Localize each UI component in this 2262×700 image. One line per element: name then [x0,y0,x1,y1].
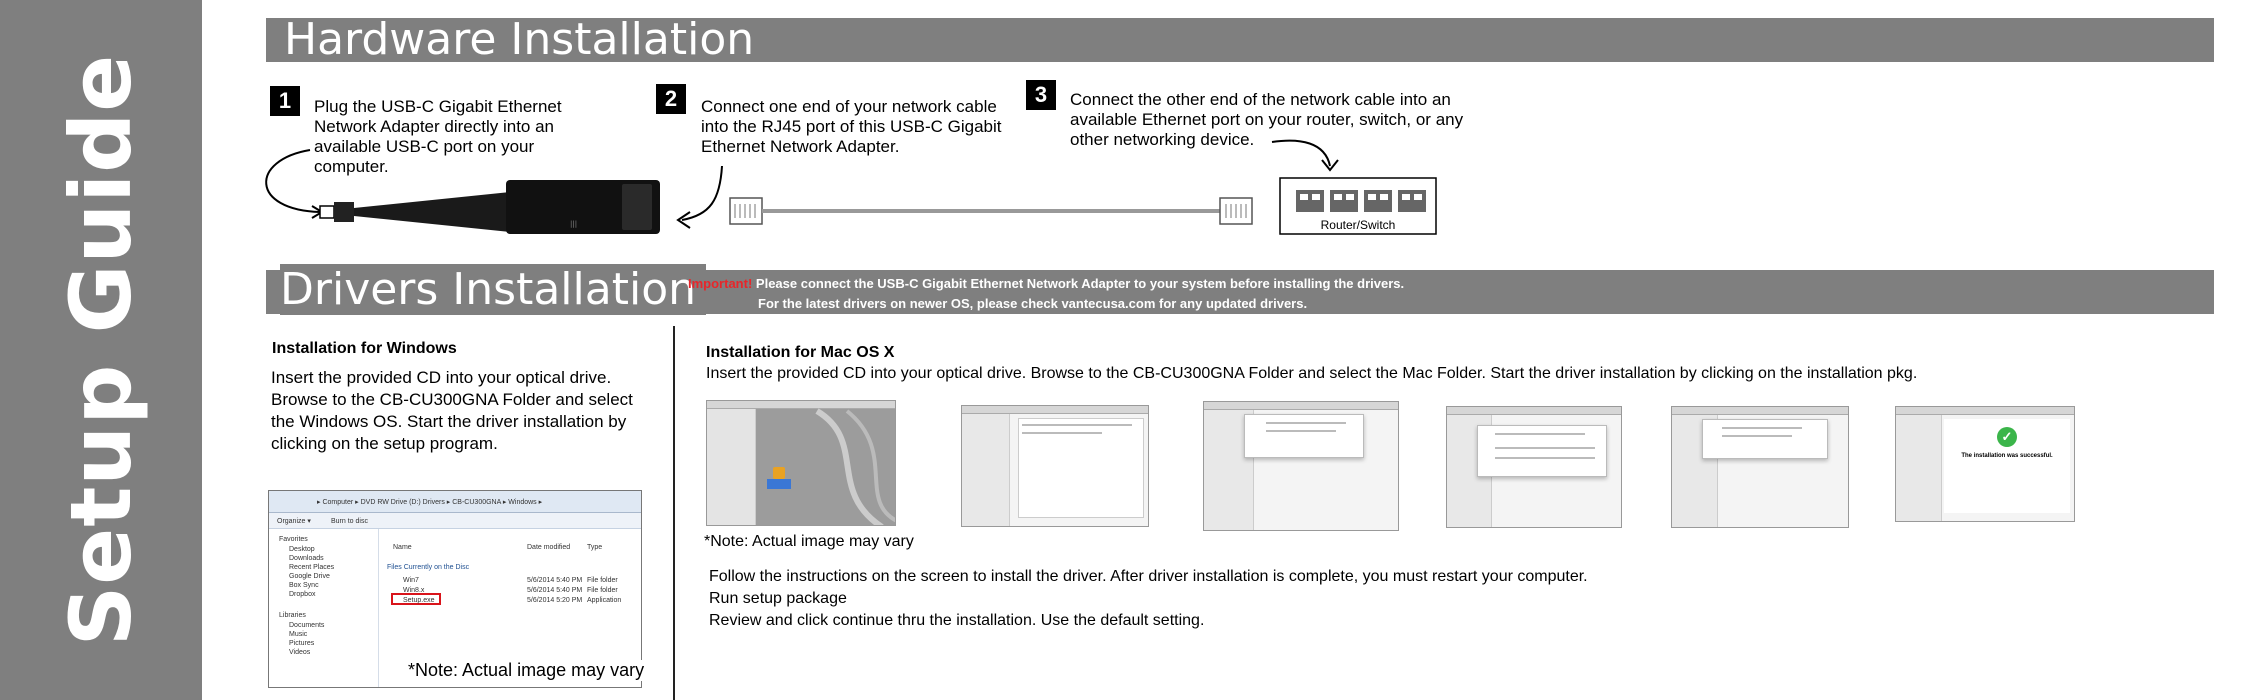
svg-text:|||: ||| [570,220,578,228]
file-row-name: Win8.x [403,587,425,594]
success-text: The installation was successful. [1961,453,2053,459]
arrow-to-rj45-icon [682,166,722,220]
success-check-icon: ✓ [1997,427,2017,447]
step-3-number: 3 [1026,80,1056,110]
important-label: Important! [688,276,753,291]
setup-guide-title: Setup Guide [52,53,150,647]
col-date: Date modified [527,544,571,551]
router-label: Router/Switch [1320,218,1396,232]
col-name: Name [393,544,412,551]
step-2-number: 2 [656,84,686,114]
mac-heading: Installation for Mac OS X [706,344,895,361]
windows-instructions: Insert the provided CD into your optical drive. Browse to the CB-CU300GNA Folder and select the Windows OS. Start the driver installation by clicking on the setup program. [271,368,633,453]
mac-instruction-1: Follow the instructions on the screen to install the driver. After driver installation is complete, you must restart your computer. [709,568,1588,585]
file-row-type: File folder [587,577,618,584]
step-2-text: Connect one end of your network cable into the RJ45 port of this USB-C Gigabit Ethernet Network Adapter. [701,97,1002,156]
mac-instruction-3: Review and click continue thru the installation. Use the default setting. [709,612,1205,629]
mac-note: *Note: Actual image may vary [704,533,914,550]
explorer-nav-pane: Favorites Desktop Downloads Recent Places Google Drive Box Sync Dropbox Libraries Documents Music Pictures Videos [269,529,379,687]
drivers-heading: Drivers Installation [280,264,706,315]
notice-line-2: For the latest drivers on newer OS, please check vantecusa.com for any updated drivers. [758,296,1308,311]
explorer-path: ▸ Computer ▸ DVD RW Drive (D:) Drivers ▸ CB-CU300GNA ▸ Windows ▸ [317,499,543,506]
file-row-date: 5/6/2014 5:40 PM [527,587,583,594]
sidebar [0,0,202,700]
windows-note: *Note: Actual image may vary [404,660,648,681]
hardware-heading: Hardware Installation [284,14,755,65]
step-3-text: Connect the other end of the network cable into an available Ethernet port on your router, switch, or any other networking device. [1070,90,1464,149]
mac-screenshot-5 [1671,406,1849,528]
col-type: Type [587,544,603,551]
windows-explorer-screenshot [268,490,642,688]
windows-heading: Installation for Windows [272,340,457,357]
mac-screenshot-3 [1203,401,1399,531]
arrow-to-router-icon [1272,141,1330,166]
explorer-toolbar-organize: Organize ▾ [277,518,311,525]
mac-screenshot-6 [1895,406,2075,522]
step-1-number: 1 [270,86,300,116]
mac-screenshot-4 [1446,406,1622,528]
column-divider [673,326,675,700]
file-group: Files Currently on the Disc [387,564,470,571]
hardware-illustration [250,120,1450,240]
file-row-name: Win7 [403,577,419,584]
notice-line-1: Please connect the USB-C Gigabit Ethernet Network Adapter to your system before installing the drivers. [755,276,1405,291]
file-row-type: Application [587,597,622,604]
mac-instruction-2: Run setup package [709,590,847,607]
arrow-to-usb-icon [266,150,320,212]
usb-c-plug [320,206,334,218]
drivers-notice [688,274,1404,314]
file-row-date: 5/6/2014 5:20 PM [527,597,583,604]
step-1-text: Plug the USB-C Gigabit Ethernet Network Adapter directly into an available USB-C port on your computer. [314,97,562,176]
mac-screenshot-2 [961,405,1149,527]
file-row-name: Setup.exe [403,597,435,604]
explorer-toolbar-burn: Burn to disc [331,518,368,525]
mac-instructions: Insert the provided CD into your optical drive. Browse to the CB-CU300GNA Folder and select the Mac Folder. Start the driver installation by clicking on the installation pkg. [706,365,1918,382]
file-row-type: File folder [587,587,618,594]
mac-screenshot-1 [706,400,896,526]
file-row-date: 5/6/2014 5:40 PM [527,577,583,584]
